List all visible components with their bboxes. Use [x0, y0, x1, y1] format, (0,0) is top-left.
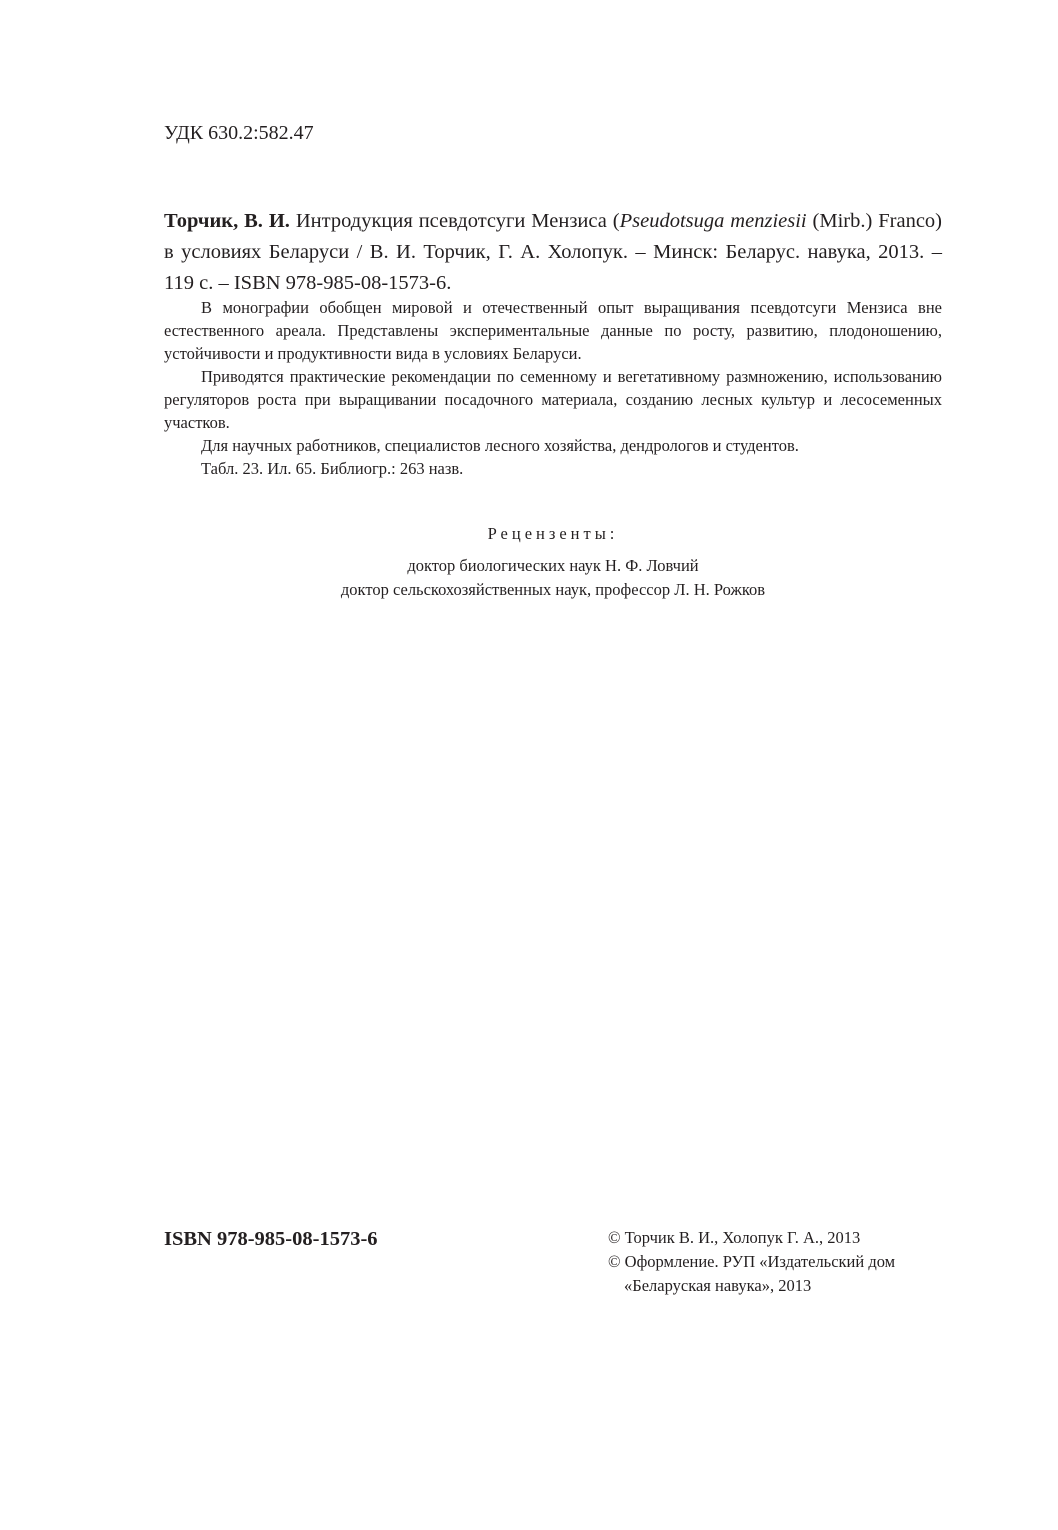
reviewers-heading: Рецензенты: [487, 524, 619, 543]
reviewers-block [164, 522, 942, 602]
reviewer-item: доктор сельскохозяйственных наук, профессор Л. Н. Рожков [340, 580, 766, 599]
annotation-paragraph: Приводятся практические рекомендации по семенному и вегетативному размножению, использованию регуляторов роста при выращивании посадочного материала, созданию лесных культур и лесосеменных участков. [164, 367, 942, 432]
citation-title-part2: (Mirb.) Franco) в условиях Беларуси / В. И. Торчик, Г. А. Холопук. – Минск: Беларус. навука, 2013. – 119 с. – ISBN 978-985-08-1573-6. [164, 210, 943, 294]
annotation-paragraph: Для научных работников, специалистов лесного хозяйства, дендрологов и студентов. [201, 436, 799, 455]
annotation [164, 296, 942, 480]
copyright-design: © Оформление. РУП «Издательский дом [608, 1252, 896, 1271]
reviewer-item: доктор биологических наук Н. Ф. Ловчий [407, 556, 699, 575]
citation-author: Торчик, В. И. [164, 210, 290, 232]
annotation-paragraph: Табл. 23. Ил. 65. Библиогр.: 263 назв. [201, 459, 464, 478]
annotation-paragraph: В монографии обобщен мировой и отечественный опыт выращивания псевдотсуги Мензиса вне естественного ареала. Представлены экспериментальные данные по росту, развитию, плодоношению, устойчивости и продуктивности вида в условиях Беларуси. [164, 298, 942, 363]
bibliographic-citation [164, 206, 942, 299]
copyright-design-publisher: «Беларуская навука», 2013 [624, 1276, 812, 1295]
isbn: ISBN 978-985-08-1573-6 [164, 1228, 378, 1250]
udc-code: УДК 630.2:582.47 [164, 122, 314, 144]
copyright-authors: © Торчик В. И., Холопук Г. А., 2013 [608, 1228, 861, 1247]
citation-title-part1: Интродукция псевдотсуги Мензиса ( [295, 210, 620, 232]
copyright-block [608, 1226, 895, 1298]
citation-latin-name: Pseudotsuga menziesii [619, 210, 807, 232]
